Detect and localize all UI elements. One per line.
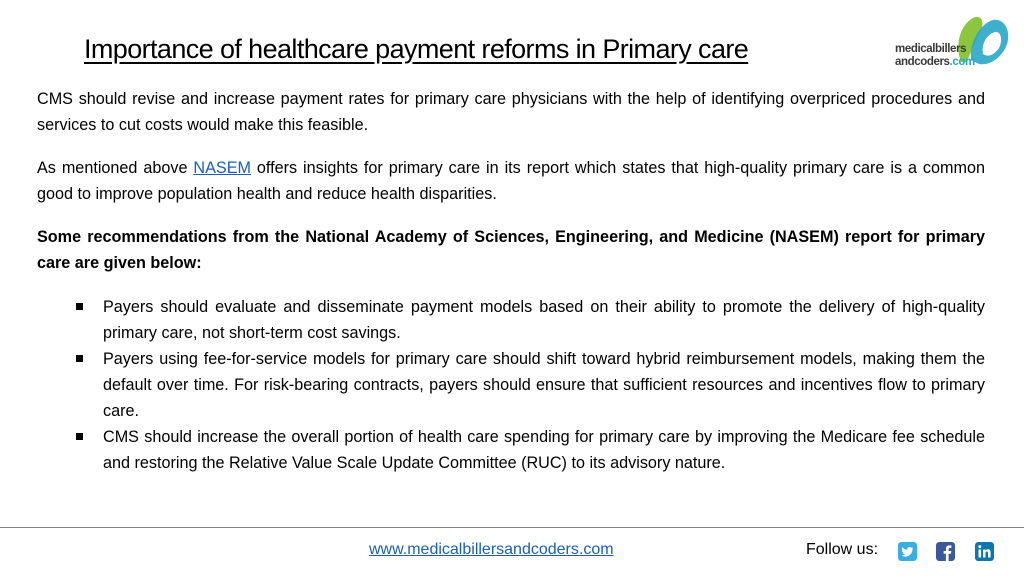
paragraph-nasem xyxy=(37,155,985,207)
list-item-text: Payers using fee-for-service models for primary care should shift toward hybrid reimbursement models, making them the default over time. For risk-bearing contracts, payers should ensure that sufficient resources and incentives flow to primary care. xyxy=(103,350,985,420)
paragraph-cms: CMS should revise and increase payment rates for primary care physicians with the help of identifying overpriced procedures and services to cut costs would make this feasible. xyxy=(37,90,985,134)
follow-us-label: Follow us: xyxy=(806,541,879,558)
company-logo[interactable] xyxy=(893,10,1015,74)
logo-text-line2: andcoders xyxy=(895,56,950,68)
content-body xyxy=(37,86,985,476)
facebook-icon[interactable] xyxy=(936,542,955,561)
list-item-text: CMS should increase the overall portion of health care spending for primary care by improving the Medicare fee schedule and restoring the Relative Value Scale Update Committee (RUC) to its advisory nature. xyxy=(103,428,985,472)
list-item xyxy=(103,424,985,476)
square-bullet-icon xyxy=(76,355,83,362)
footer-divider xyxy=(0,527,1024,528)
square-bullet-icon xyxy=(76,303,83,310)
nasem-link[interactable]: NASEM xyxy=(193,159,251,177)
linkedin-icon[interactable] xyxy=(975,542,994,561)
recommendations-list xyxy=(37,294,985,476)
list-item xyxy=(103,294,985,346)
page-title: Importance of healthcare payment reforms in Primary care xyxy=(84,34,749,64)
paragraph-nasem-after: offers insights for primary care in its report which states that high-quality primary care is a common good to improve population health and reduce health disparities. xyxy=(37,159,985,203)
logo-text-line1: medicalbillers xyxy=(895,43,967,55)
paragraph-nasem-before: As mentioned above xyxy=(37,159,194,177)
list-item xyxy=(103,346,985,424)
logo-text-line3: .com xyxy=(949,56,975,68)
recommendations-heading: Some recommendations from the National Academy of Sciences, Engineering, and Medicine (NASEM) report for primary care are given below: xyxy=(37,228,985,272)
list-item-text: Payers should evaluate and disseminate payment models based on their ability to promote the delivery of high-quality primary care, not short-term cost savings. xyxy=(103,298,985,342)
website-link[interactable]: www.medicalbillersandcoders.com xyxy=(369,541,614,558)
twitter-icon[interactable] xyxy=(898,542,917,561)
square-bullet-icon xyxy=(76,433,83,440)
logo-wordmark xyxy=(895,43,975,69)
